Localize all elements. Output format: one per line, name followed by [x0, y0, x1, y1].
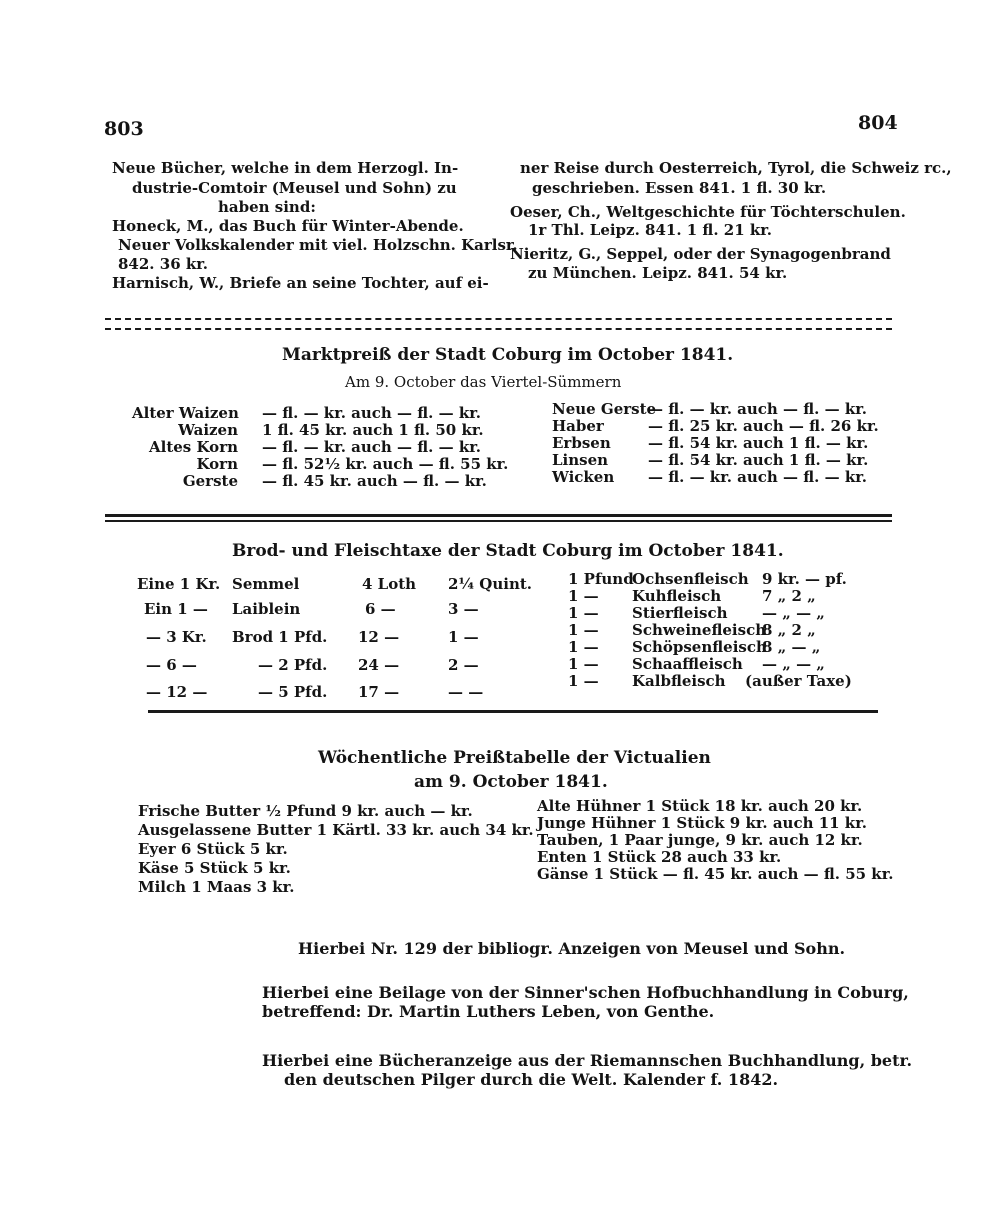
- books-left-line: haben sind:: [218, 198, 316, 216]
- notice-line: Hierbei eine Bücheranzeige aus der Riemannschen Buchhandlung, betr.: [262, 1051, 913, 1070]
- victual-line: Frische Butter ½ Pfund 9 kr. auch — kr.: [138, 802, 473, 820]
- meat-cell: 8 „ — „: [762, 638, 821, 656]
- meat-cell: — „ — „: [762, 604, 825, 622]
- victual-line: Ausgelassene Butter 1 Kärtl. 33 kr. auch 34 kr.: [138, 821, 534, 839]
- grain-price: — fl. 54 kr. auch 1 fl. — kr.: [648, 451, 869, 469]
- page-number-right: 804: [858, 112, 898, 134]
- bread-cell: 24 —: [358, 656, 400, 674]
- grain-label: Korn: [196, 455, 238, 473]
- market-subtitle: Am 9. October das Viertel-Sümmern: [345, 373, 622, 391]
- meat-cell: 7 „ 2 „: [762, 587, 816, 605]
- meat-cell: 1 —: [568, 587, 599, 605]
- grain-label: Wicken: [552, 468, 615, 486]
- victual-line: Eyer 6 Stück 5 kr.: [138, 840, 288, 858]
- notice-line: Hierbei eine Beilage von der Sinner'schen Hofbuchhandlung in Coburg,: [262, 983, 909, 1002]
- meat-cell: 9 kr. — pf.: [762, 570, 847, 588]
- bread-cell: Laiblein: [232, 600, 301, 618]
- books-left-line: Harnisch, W., Briefe an seine Tochter, auf ei-: [112, 274, 489, 292]
- bread-cell: — 5 Pfd.: [258, 683, 328, 701]
- meat-cell: 1 —: [568, 638, 599, 656]
- meat-cell: — „ — „: [762, 655, 825, 673]
- victual-line: Milch 1 Maas 3 kr.: [138, 878, 295, 896]
- meat-cell: Schöpsenfleisch: [632, 638, 767, 656]
- grain-price: — fl. 54 kr. auch 1 fl. — kr.: [648, 434, 869, 452]
- meat-cell: (außer Taxe): [745, 672, 852, 690]
- grain-label: Alter Waizen: [132, 404, 239, 422]
- page-number-left: 803: [104, 118, 144, 140]
- section-divider: [148, 710, 878, 713]
- books-left-line: Neue Bücher, welche in dem Herzogl. In-: [112, 159, 459, 177]
- grain-label: Neue Gerste: [552, 400, 657, 418]
- victual-line: Gänse 1 Stück — fl. 45 kr. auch — fl. 55 kr.: [537, 865, 894, 883]
- bread-cell: 12 —: [358, 628, 400, 646]
- victual-line: Tauben, 1 Paar junge, 9 kr. auch 12 kr.: [537, 831, 863, 849]
- meat-cell: Schaaffleisch: [632, 655, 743, 673]
- books-right-line: 1r Thl. Leipz. 841. 1 fl. 21 kr.: [528, 221, 773, 239]
- victual-line: Junge Hühner 1 Stück 9 kr. auch 11 kr.: [537, 814, 867, 832]
- grain-price: — fl. — kr. auch — fl. — kr.: [262, 404, 481, 422]
- books-left-line: Honeck, M., das Buch für Winter-Abende.: [112, 217, 464, 235]
- meat-cell: 1 —: [568, 621, 599, 639]
- weekly-subtitle: am 9. October 1841.: [414, 772, 608, 792]
- bread-cell: Eine 1 Kr.: [137, 575, 221, 593]
- bread-cell: 17 —: [358, 683, 400, 701]
- bread-cell: 3 —: [448, 600, 479, 618]
- bread-cell: — 12 —: [146, 683, 208, 701]
- books-right-line: geschrieben. Essen 841. 1 fl. 30 kr.: [532, 179, 827, 197]
- market-title: Marktpreiß der Stadt Coburg im October 1841.: [282, 345, 734, 365]
- books-left-line: 842. 36 kr.: [118, 255, 208, 273]
- bread-cell: 4 Loth: [362, 575, 417, 593]
- meat-cell: Schweinefleisch: [632, 621, 767, 639]
- grain-label: Haber: [552, 417, 604, 435]
- section-divider: [105, 514, 892, 517]
- victual-line: Enten 1 Stück 28 auch 33 kr.: [537, 848, 782, 866]
- grain-price: 1 fl. 45 kr. auch 1 fl. 50 kr.: [262, 421, 484, 439]
- grain-label: Linsen: [552, 451, 609, 469]
- books-right-line: ner Reise durch Oesterreich, Tyrol, die Schweiz rc.,: [520, 159, 952, 177]
- grain-label: Altes Korn: [149, 438, 238, 456]
- notice-line: Hierbei Nr. 129 der bibliogr. Anzeigen von Meusel und Sohn.: [298, 939, 846, 958]
- grain-price: — fl. — kr. auch — fl. — kr.: [648, 400, 867, 418]
- bread-cell: — 6 —: [146, 656, 197, 674]
- meat-cell: Ochsenfleisch: [632, 570, 749, 588]
- bread-cell: Brod 1 Pfd.: [232, 628, 328, 646]
- bread-cell: — 3 Kr.: [146, 628, 207, 646]
- meat-cell: 1 —: [568, 655, 599, 673]
- section-divider: [105, 520, 892, 522]
- bread-cell: 6 —: [365, 600, 396, 618]
- meat-cell: 1 —: [568, 672, 599, 690]
- bread-cell: — 2 Pfd.: [258, 656, 328, 674]
- bread-cell: 2¼ Quint.: [448, 575, 533, 593]
- notice-line: den deutschen Pilger durch die Welt. Kalender f. 1842.: [284, 1070, 779, 1089]
- meat-cell: Stierfleisch: [632, 604, 728, 622]
- bread-title: Brod- und Fleischtaxe der Stadt Coburg im October 1841.: [232, 541, 784, 561]
- weekly-title: Wöchentliche Preißtabelle der Victualien: [318, 748, 711, 768]
- meat-cell: 1 —: [568, 604, 599, 622]
- notice-line: betreffend: Dr. Martin Luthers Leben, von Genthe.: [262, 1002, 715, 1021]
- section-divider: [105, 318, 892, 330]
- books-right-line: zu München. Leipz. 841. 54 kr.: [528, 264, 788, 282]
- meat-cell: Kuhfleisch: [632, 587, 722, 605]
- grain-price: — fl. — kr. auch — fl. — kr.: [648, 468, 867, 486]
- books-right-line: Oeser, Ch., Weltgeschichte für Töchterschulen.: [510, 203, 906, 221]
- bread-cell: 1 —: [448, 628, 479, 646]
- books-left-line: Neuer Volkskalender mit viel. Holzschn. Karlsr.: [118, 236, 518, 254]
- meat-cell: 1 Pfund: [568, 570, 634, 588]
- grain-price: — fl. 52½ kr. auch — fl. 55 kr.: [262, 455, 509, 473]
- meat-cell: Kalbfleisch: [632, 672, 726, 690]
- bread-cell: Semmel: [232, 575, 300, 593]
- victual-line: Käse 5 Stück 5 kr.: [138, 859, 291, 877]
- meat-cell: 8 „ 2 „: [762, 621, 816, 639]
- bread-cell: — —: [448, 683, 484, 701]
- grain-price: — fl. 25 kr. auch — fl. 26 kr.: [648, 417, 879, 435]
- grain-label: Waizen: [178, 421, 238, 439]
- grain-price: — fl. — kr. auch — fl. — kr.: [262, 438, 481, 456]
- bread-cell: 2 —: [448, 656, 479, 674]
- grain-label: Gerste: [182, 472, 238, 490]
- victual-line: Alte Hühner 1 Stück 18 kr. auch 20 kr.: [537, 797, 863, 815]
- grain-price: — fl. 45 kr. auch — fl. — kr.: [262, 472, 487, 490]
- books-left-line: dustrie-Comtoir (Meusel und Sohn) zu: [132, 179, 457, 197]
- grain-label: Erbsen: [552, 434, 611, 452]
- books-right-line: Nieritz, G., Seppel, oder der Synagogenbrand: [510, 245, 891, 263]
- bread-cell: Ein 1 —: [144, 600, 208, 618]
